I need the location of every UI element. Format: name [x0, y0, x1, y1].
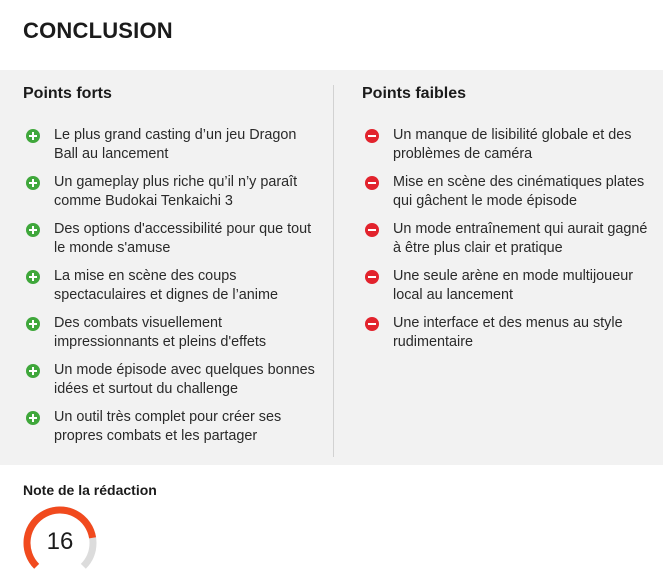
con-item-label: Une interface et des menus au style rudimentaire [393, 315, 623, 350]
minus-circle-icon [365, 129, 379, 143]
rating-score: 16 [46, 528, 74, 555]
page-title: CONCLUSION [23, 18, 173, 43]
plus-circle-icon [26, 270, 40, 284]
con-item [362, 173, 652, 211]
con-item-label: Un manque de lisibilité globale et des problèmes de caméra [393, 127, 632, 162]
pro-item-label: Un outil très complet pour créer ses propres combats et les partager [54, 409, 282, 444]
pro-item-label: La mise en scène des coups spectaculaires et dignes de l’anime [54, 268, 278, 303]
pro-item [23, 220, 318, 258]
pro-item [23, 314, 318, 352]
pro-item [23, 361, 318, 399]
minus-circle-icon [365, 223, 379, 237]
column-divider [333, 85, 334, 457]
pros-title: Points forts [23, 85, 112, 102]
con-item [362, 220, 652, 258]
pro-item-label: Un mode épisode avec quelques bonnes idées et surtout du challenge [54, 362, 315, 397]
plus-circle-icon [26, 364, 40, 378]
con-item-label: Un mode entraînement qui aurait gagné à être plus clair et pratique [393, 221, 648, 256]
con-item [362, 267, 652, 305]
pro-item-label: Un gameplay plus riche qu’il n’y paraît comme Budokai Tenkaichi 3 [54, 174, 298, 209]
con-item-label: Mise en scène des cinématiques plates qui gâchent le mode épisode [393, 174, 645, 209]
plus-circle-icon [26, 411, 40, 425]
pro-item [23, 126, 318, 164]
con-item [362, 314, 652, 352]
cons-list [362, 126, 652, 361]
minus-circle-icon [365, 270, 379, 284]
pro-item [23, 173, 318, 211]
pro-item-label: Des options d'accessibilité pour que tout le monde s'amuse [54, 221, 312, 256]
plus-circle-icon [26, 223, 40, 237]
pro-item-label: Le plus grand casting d’un jeu Dragon Ball au lancement [54, 127, 297, 162]
rating-gauge [23, 506, 99, 578]
plus-circle-icon [26, 129, 40, 143]
pros-cons-panel [0, 70, 663, 465]
pros-list [23, 126, 318, 455]
pro-item-label: Des combats visuellement impressionnants et pleins d'effets [54, 315, 267, 350]
cons-title: Points faibles [362, 85, 467, 102]
con-item [362, 126, 652, 164]
minus-circle-icon [365, 176, 379, 190]
rating-label: Note de la rédaction [23, 482, 157, 498]
con-item-label: Une seule arène en mode multijoueur local au lancement [393, 268, 633, 303]
pro-item [23, 408, 318, 446]
plus-circle-icon [26, 317, 40, 331]
plus-circle-icon [26, 176, 40, 190]
minus-circle-icon [365, 317, 379, 331]
pro-item [23, 267, 318, 305]
